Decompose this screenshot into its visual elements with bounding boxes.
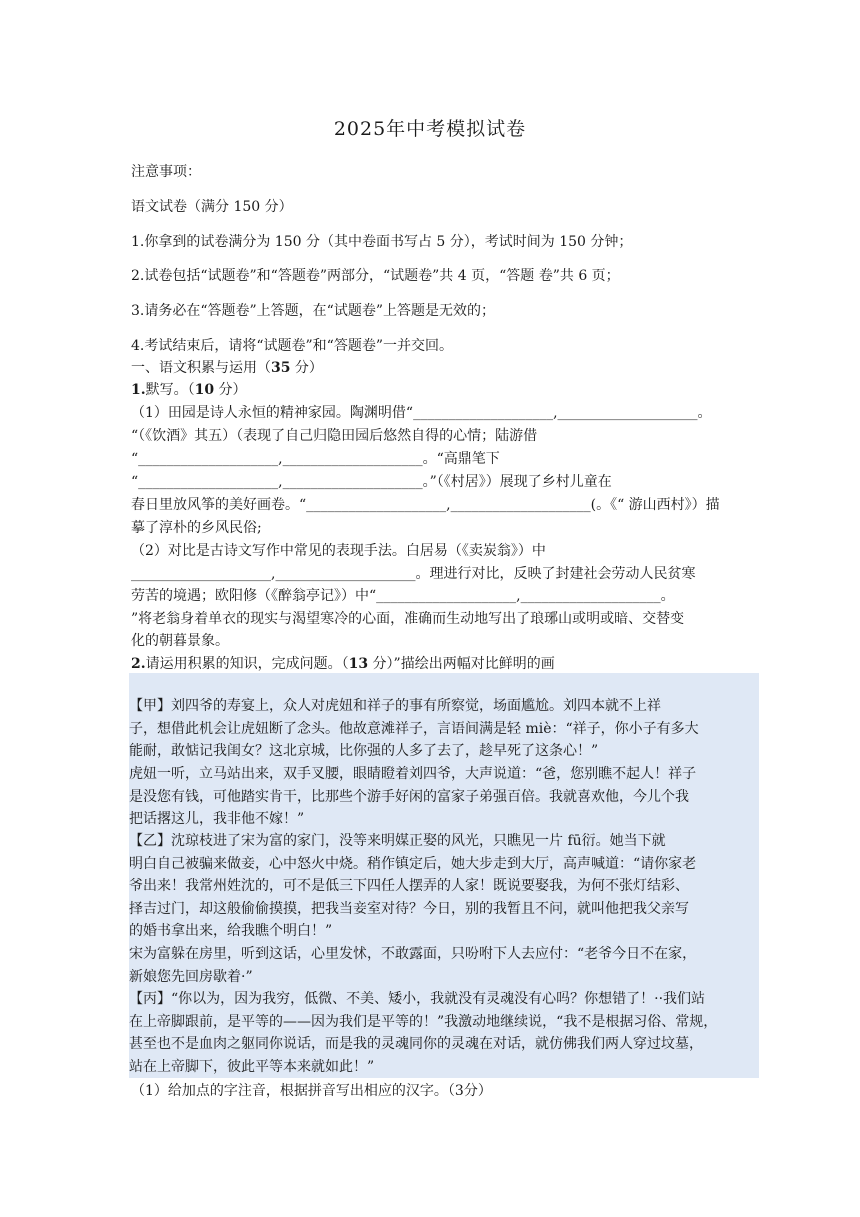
- passage-line-6: 把话撂这儿，我非他不嫁！”: [129, 811, 305, 827]
- notice-item-3: 3.请务必在“答题卷”上答题，在“试题卷”上答题是无效的；: [131, 303, 495, 319]
- q1-line-8: ____________________,____________________。理进行对比，反映了封建社会劳动人民贫寒: [131, 566, 696, 582]
- q1-line-11: 化的朝暮景象。: [131, 633, 229, 649]
- subquestion-1: （1）给加点的字注音，根据拼音写出相应的汉字。（3分）: [131, 1083, 492, 1099]
- question-2-heading: [131, 654, 555, 674]
- q1-line-2: “（《饮酒》其五）（表现了自己归隐田园后悠然自得的心情；陆游借: [131, 428, 538, 444]
- q1-line-3: “____________________,____________________。“高鼎笔下: [131, 451, 500, 467]
- reading-passage: [129, 673, 759, 1078]
- q1-line-7: （2）对比是古诗文写作中常见的表现手法。白居易（《卖炭翁》）中: [131, 543, 546, 559]
- question-2-text: 请运用积累的知识，完成问题。（: [145, 656, 349, 672]
- question-2-number: 2.: [131, 656, 146, 672]
- passage-line-16: 甚至也不是血肉之躯同你说话，而是我的灵魂同你的灵魂在对话，就仿佛我们两人穿过坟墓，: [129, 1036, 703, 1052]
- question-1-points: 10: [194, 382, 215, 398]
- passage-line-13: 新娘您先回房歇着·”: [129, 969, 253, 985]
- section-heading-suffix: 分）: [290, 360, 323, 376]
- q1-line-9: 劳苦的境遇；欧阳修（《醉翁亭记》）中“____________________,____________________。: [131, 588, 675, 604]
- passage-line-5: 是没您有钱，可他踏实肯干，比那些个游手好闲的富家子弟强百倍。我就喜欢他，今儿个我: [129, 789, 689, 805]
- section-heading: [131, 358, 323, 378]
- passage-line-1: 【甲】刘四爷的寿宴上，众人对虎妞和祥子的事有所察觉，场面尴尬。刘四本就不上祥: [129, 698, 661, 714]
- question-1-number: 1.: [131, 382, 146, 398]
- passage-line-14: 【丙】“你以为，因为我穷，低微、不美、矮小，我就没有灵魂没有心吗？你想错了！··我们站: [129, 991, 706, 1007]
- passage-line-7: 【乙】沈琼枝进了宋为富的家门，没等来明媒正娶的风光，只瞧见一片 fū衍。她当下就: [129, 833, 666, 849]
- q1-line-5: 春日里放风筝的美好画卷。“____________________,____________________(。《“ 游山西村》）描: [131, 497, 720, 513]
- passage-line-4: 虎妞一听，立马站出来，双手叉腰，眼睛瞪着刘四爷，大声说道：“爸，您别瞧不起人！祥子: [129, 766, 697, 782]
- passage-line-17: 站在上帝脚下，彼此平等本来就如此！”: [129, 1059, 375, 1075]
- q1-line-10: ”将老翁身着单衣的现实与渴望寒冷的心面，准确而生动地写出了琅琊山或明或暗、交替变: [131, 611, 685, 627]
- passage-line-2: 子，想借此机会让虎妞断了念头。他故意滩祥子，言语间满是轻 miè：“祥子，你小子有多大: [129, 721, 699, 737]
- passage-line-8: 明白自己被骗来做妾，心中怒火中烧。稍作镇定后，她大步走到大厅，高声喊道：“请你家老: [129, 856, 697, 872]
- q1-line-6: 摹了淳朴的乡风民俗;: [131, 520, 262, 536]
- notice-item-2: 2.试卷包括“试题卷”和“答题卷”两部分，“试题卷”共 4 页，“答题 卷”共 6 页；: [131, 268, 620, 284]
- page-title: 2025年中考模拟试卷: [333, 118, 527, 140]
- section-heading-prefix: 一、语文积累与运用（: [131, 360, 271, 376]
- question-2-suffix: 分）”描绘出两幅对比鲜明的画: [368, 656, 555, 672]
- section-heading-points: 35: [271, 360, 291, 376]
- question-2-points: 13: [348, 656, 369, 672]
- passage-line-11: 的婚书拿出来，给我瞧个明白！”: [129, 923, 333, 939]
- subject-line: 语文试卷（满分 150 分）: [131, 199, 293, 215]
- q1-line-1: （1）田园是诗人永恒的精神家园。陶渊明借“____________________,____________________。: [131, 405, 712, 421]
- passage-line-15: 在上帝脚跟前，是平等的——因为我们是平等的！”我激动地继续说，“我不是根据习俗、常规，: [129, 1014, 718, 1030]
- passage-line-12: 宋为富躲在房里，听到这话，心里发怵，不敢露面，只吩咐下人去应付：“老爷今日不在家，: [129, 946, 697, 962]
- q1-line-4: “____________________,____________________。”（《村居》）展现了乡村儿童在: [131, 474, 612, 490]
- notice-item-4: 4.考试结束后，请将“试题卷”和“答题卷”一并交回。: [131, 338, 453, 354]
- question-1-text: 默写。（: [145, 382, 195, 398]
- passage-line-9: 爷出来！我常州姓沈的，可不是低三下四任人摆弄的人家！既说要娶我，为何不张灯结彩、: [129, 878, 689, 894]
- notice-heading: 注意事项：: [131, 164, 201, 180]
- notice-item-1: 1.你拿到的试卷满分为 150 分（其中卷面书写占 5 分），考试时间为 150 分钟；: [131, 234, 633, 250]
- passage-line-3: 能耐，敢惦记我闺女？这北京城，比你强的人多了去了，趁早死了这条心！”: [129, 743, 599, 759]
- question-1-suffix: 分）: [214, 382, 247, 398]
- passage-line-10: 择吉过门，却这般偷偷摸摸，把我当妾室对待？今日，别的我暂且不问，就叫他把我父亲写: [129, 901, 689, 917]
- question-1-heading: [131, 380, 247, 400]
